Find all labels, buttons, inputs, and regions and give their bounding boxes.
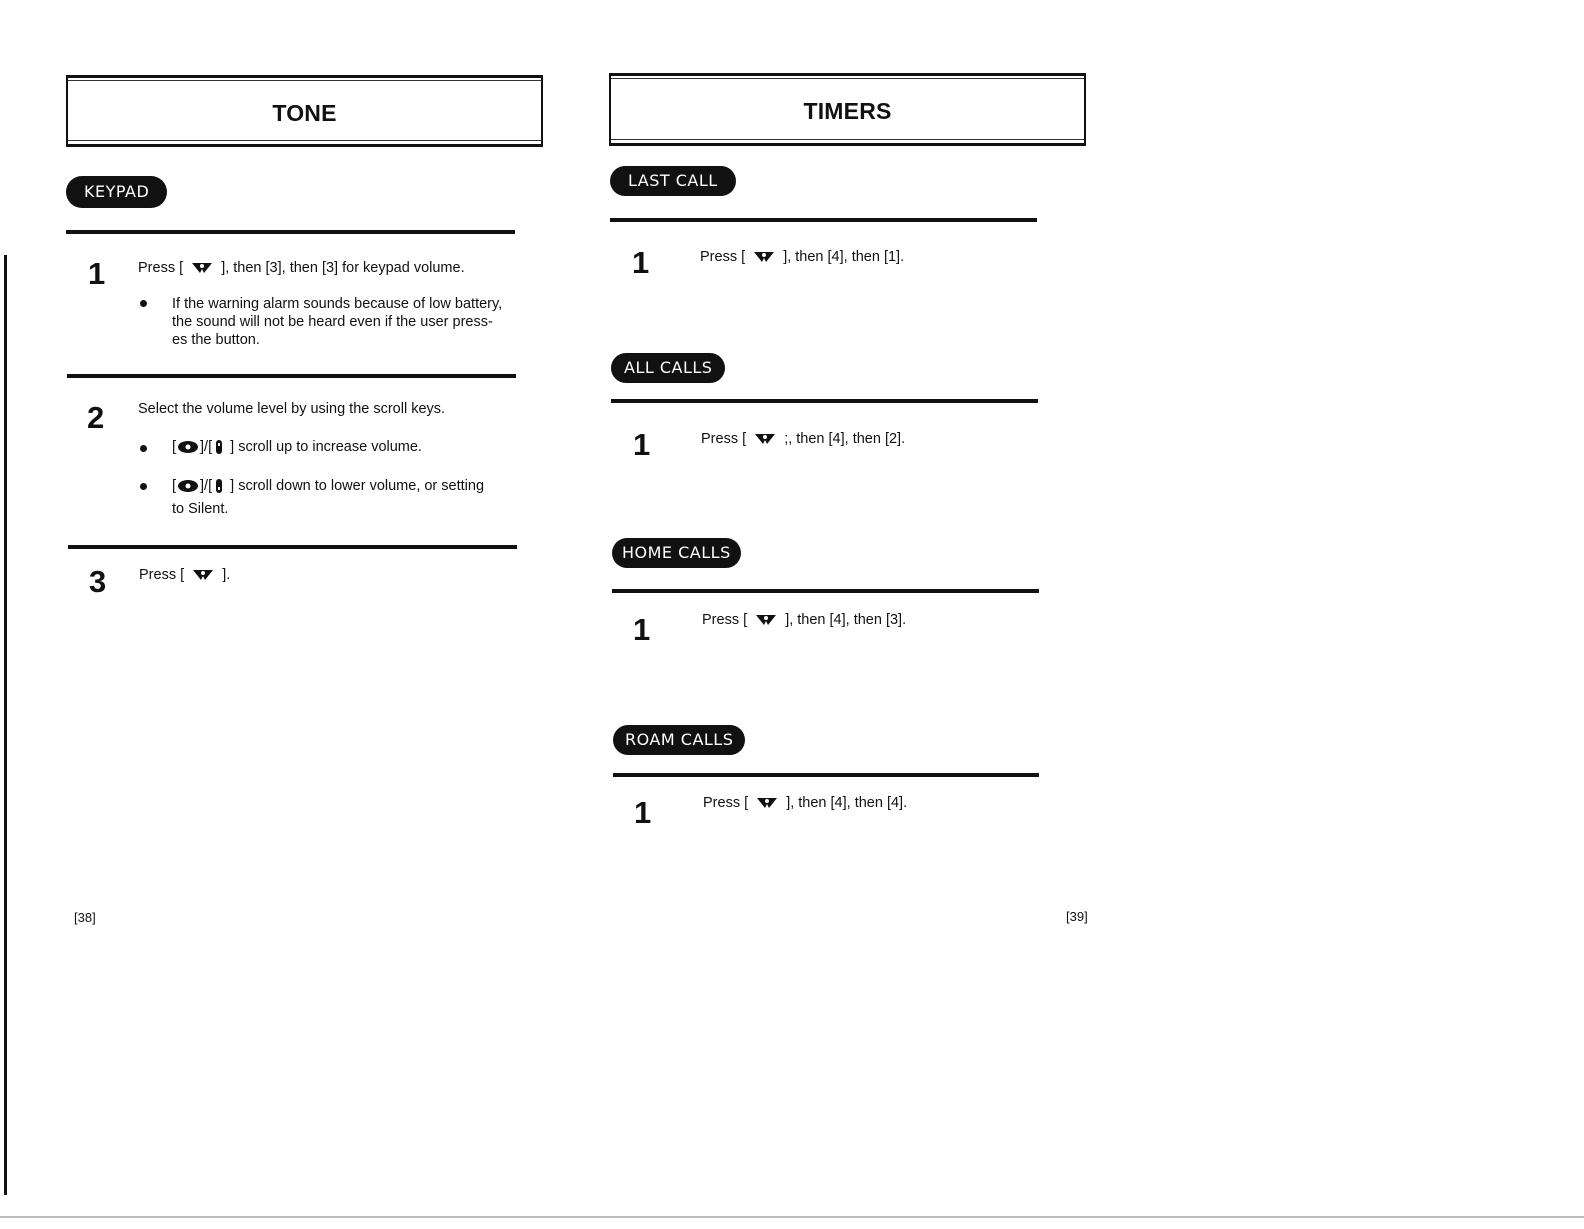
instruction-prefix: Press [ <box>138 260 184 276</box>
bullet-dot <box>140 300 147 307</box>
instruction-suffix: ], then [4], then [1]. <box>783 249 905 265</box>
step-number: 1 <box>632 245 650 280</box>
side-volume-key-icon <box>214 439 224 455</box>
timers-title-box <box>609 73 1086 146</box>
instruction-prefix: Press [ <box>701 431 747 447</box>
last-call-badge: LAST CALL <box>610 166 736 196</box>
bullet-text: ] scroll up to increase volume. <box>230 439 422 455</box>
instruction-prefix: Press [ <box>702 612 748 628</box>
step-instruction <box>703 794 907 812</box>
instruction-prefix: Press [ <box>703 795 749 811</box>
page-title: TONE <box>272 100 337 126</box>
bullet-dot <box>140 483 147 490</box>
section-rule <box>67 374 516 378</box>
side-volume-key-icon <box>214 478 224 494</box>
page-number-left: [38] <box>74 910 96 925</box>
all-calls-badge: ALL CALLS <box>611 353 725 383</box>
page-title: TIMERS <box>803 98 892 124</box>
step-instruction: Select the volume level by using the scroll keys. <box>138 401 446 417</box>
step-number: 1 <box>633 612 651 647</box>
section-rule <box>611 399 1038 403</box>
section-rule <box>68 545 517 549</box>
step-instruction <box>702 611 906 629</box>
bullet-line: [ ]/[ ] scroll up to increase volume. <box>172 439 422 455</box>
menu-key-icon <box>753 250 775 264</box>
menu-key-icon <box>191 261 213 275</box>
scan-bottom-edge <box>0 1216 1584 1218</box>
step-instruction <box>701 430 905 448</box>
keypad-badge: KEYPAD <box>66 176 167 208</box>
step-number: 1 <box>634 795 652 830</box>
instruction-suffix: ]. <box>222 567 231 583</box>
bullet-line: If the warning alarm sounds because of low battery, <box>172 296 503 312</box>
step-number: 2 <box>87 400 105 435</box>
bullet-line: [ ]/[ ] scroll down to lower volume, or setting <box>172 478 485 494</box>
section-rule <box>612 589 1039 593</box>
tone-title-box <box>66 75 543 147</box>
instruction-prefix: Press [ <box>700 249 746 265</box>
scroll-up-key-icon <box>177 440 199 454</box>
step-instruction <box>139 566 230 584</box>
instruction-suffix: ], then [4], then [4]. <box>786 795 908 811</box>
instruction-prefix: Press [ <box>139 567 185 583</box>
home-calls-badge: HOME CALLS <box>612 538 741 568</box>
bullet-text: ] scroll down to lower volume, or setting <box>230 478 485 494</box>
menu-key-icon <box>754 432 776 446</box>
bullet-line: the sound will not be heard even if the user press- <box>172 314 493 330</box>
step-number: 1 <box>88 256 106 291</box>
bullet-line: es the button. <box>172 332 260 348</box>
section-rule <box>613 773 1039 777</box>
menu-key-icon <box>755 613 777 627</box>
scan-edge-line <box>4 255 7 1195</box>
step-instruction <box>700 248 904 266</box>
instruction-suffix: ], then [3], then [3] for keypad volume. <box>221 260 465 276</box>
section-rule <box>66 230 515 234</box>
bullet-dot <box>140 445 147 452</box>
instruction-suffix: ;, then [4], then [2]. <box>784 431 906 447</box>
step-number: 1 <box>633 427 651 462</box>
bullet-line: to Silent. <box>172 501 229 517</box>
step-number: 3 <box>89 564 107 599</box>
instruction-suffix: ], then [4], then [3]. <box>785 612 907 628</box>
roam-calls-badge: ROAM CALLS <box>613 725 745 755</box>
section-rule <box>610 218 1037 222</box>
scroll-down-key-icon <box>177 479 199 493</box>
page-number-right: [39] <box>1066 909 1088 924</box>
step-instruction <box>138 259 465 277</box>
menu-key-icon <box>192 568 214 582</box>
menu-key-icon <box>756 796 778 810</box>
